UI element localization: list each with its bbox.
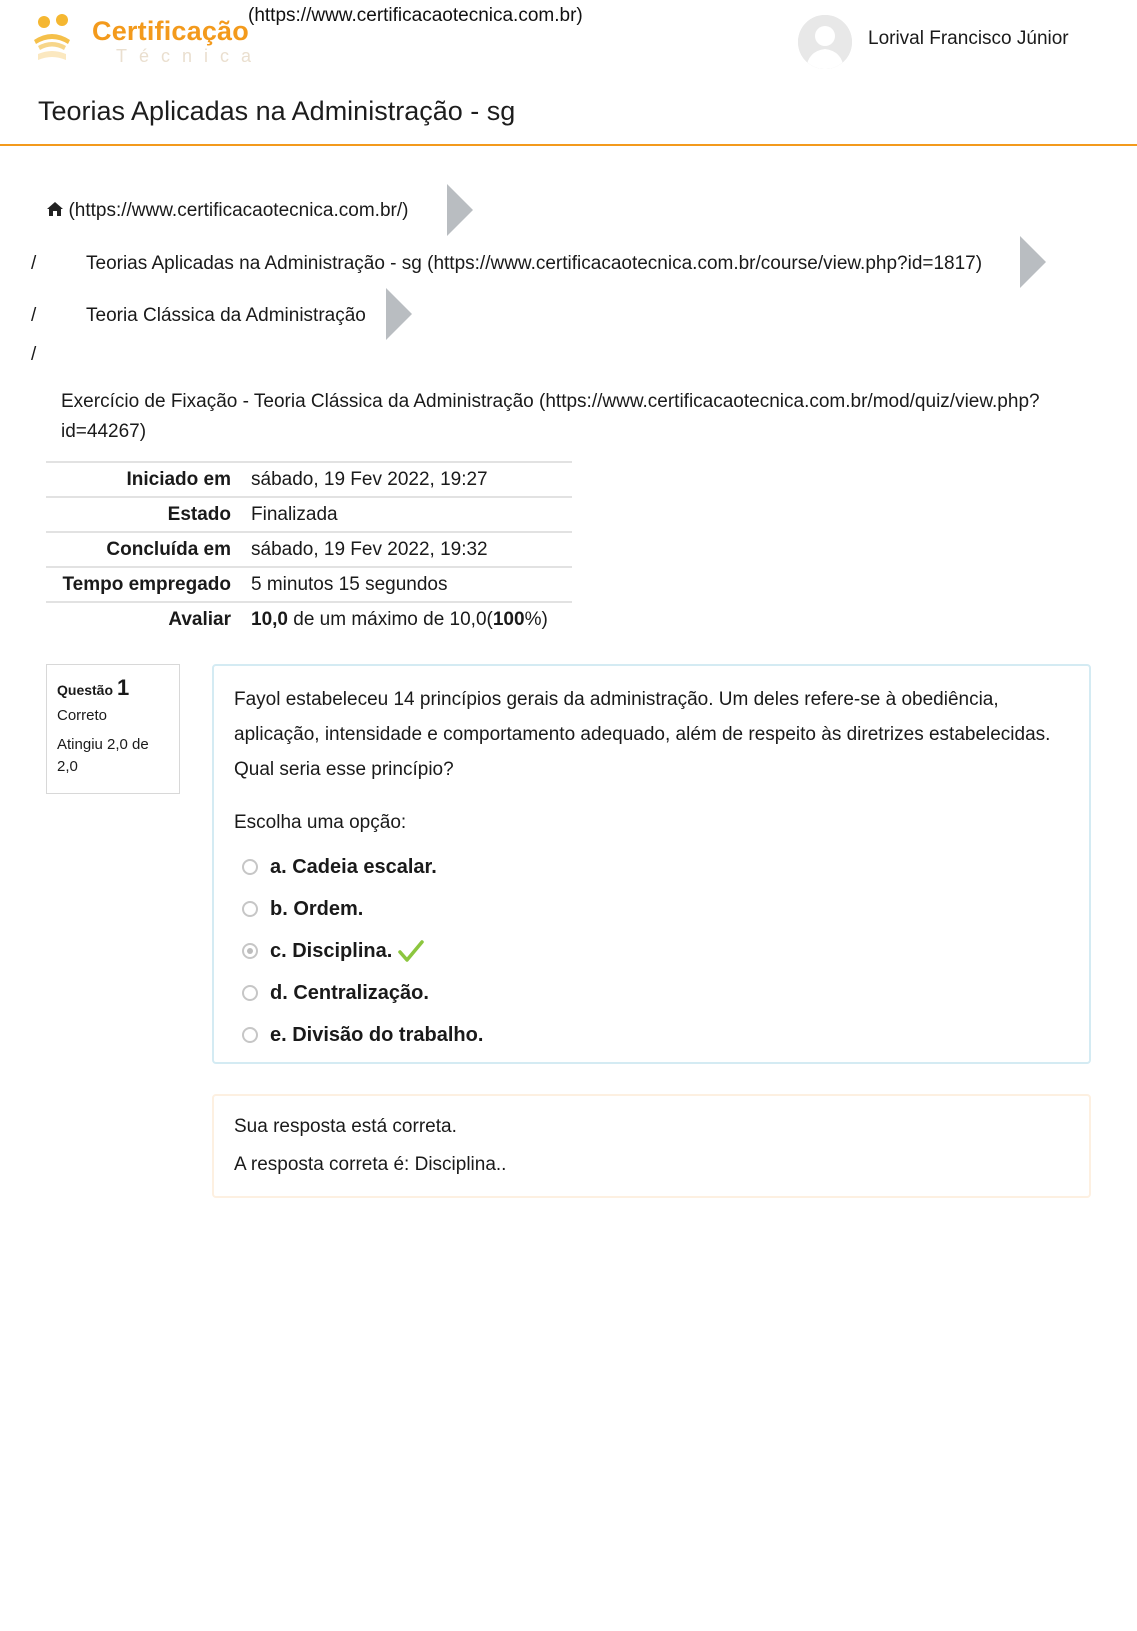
option-label: c. Disciplina.: [270, 939, 393, 962]
answer-option[interactable]: [242, 888, 483, 930]
summary-row: [46, 531, 572, 566]
option-label: a. Cadeia escalar.: [270, 855, 437, 878]
title-divider: [0, 144, 1137, 146]
summary-key: Iniciado em: [126, 468, 231, 490]
breadcrumb-section-link[interactable]: Teoria Clássica da Administração: [86, 305, 366, 326]
user-name[interactable]: Lorival Francisco Júnior: [868, 28, 1069, 49]
summary-row: [46, 461, 572, 496]
breadcrumb-home-link[interactable]: (https://www.certificacaotecnica.com.br/): [68, 200, 409, 221]
answer-option[interactable]: [242, 930, 483, 972]
radio-button[interactable]: [242, 985, 258, 1001]
checkmark-icon: [398, 939, 424, 963]
summary-row: [46, 566, 572, 601]
summary-row: [46, 496, 572, 531]
grade-max-text: de um máximo de 10,0(: [287, 608, 493, 630]
logo-subtext: Técnica: [116, 46, 264, 66]
breadcrumb-separator: /: [31, 305, 37, 326]
radio-button-selected[interactable]: [242, 943, 258, 959]
breadcrumb-exercise-link[interactable]: Exercício de Fixação - Teoria Clássica da Administração (https://www.certificacaotecnica.com.br/mod/quiz/view.php?id=44267): [61, 391, 1040, 442]
grade-value: [251, 609, 548, 631]
answer-option[interactable]: [242, 972, 483, 1014]
breadcrumb-home[interactable]: [46, 200, 408, 222]
breadcrumb-arrow-icon: [447, 184, 473, 236]
feedback-status: Sua resposta está correta.: [234, 1116, 457, 1137]
attempt-summary-table: [46, 461, 572, 636]
breadcrumb-separator: /: [31, 344, 37, 365]
logo-text: Certificação: [92, 16, 249, 46]
question-label: Questão: [57, 682, 114, 698]
option-label: b. Ordem.: [270, 897, 364, 920]
question-status: Correto: [57, 707, 108, 724]
breadcrumb-arrow-icon: [386, 288, 412, 340]
summary-key: Tempo empregado: [62, 573, 231, 595]
summary-key: Avaliar: [168, 608, 231, 630]
option-label: d. Centralização.: [270, 981, 429, 1004]
breadcrumb-arrow-icon: [1020, 236, 1046, 288]
breadcrumb-separator: /: [31, 253, 37, 274]
question-info: [46, 664, 180, 794]
radio-button[interactable]: [242, 859, 258, 875]
summary-key: Concluída em: [106, 538, 231, 560]
radio-button[interactable]: [242, 1027, 258, 1043]
grade-score: 10,0: [251, 608, 288, 630]
question-box: [212, 664, 1091, 1064]
breadcrumb-course-link[interactable]: Teorias Aplicadas na Administração - sg (https://www.certificacaotecnica.com.br/course/view.php?id=1817): [86, 253, 983, 274]
summary-row: [46, 601, 572, 636]
logo-figures-icon: [32, 10, 92, 66]
summary-value: sábado, 19 Fev 2022, 19:27: [251, 468, 488, 490]
site-url[interactable]: (https://www.certificacaotecnica.com.br): [248, 5, 583, 26]
question-number: 1: [117, 675, 130, 700]
site-logo[interactable]: [32, 10, 264, 66]
avatar[interactable]: [798, 15, 852, 69]
summary-value: sábado, 19 Fev 2022, 19:32: [251, 538, 488, 560]
question-text: Fayol estabeleceu 14 princípios gerais da administração. Um deles refere-se à obediência, aplicação, intensidade e comportamento adequado, além de respeito às diretrizes estabelecidas. Qual seria esse princípio?: [234, 689, 1051, 780]
summary-key: Estado: [167, 503, 231, 525]
feedback-correct-answer: A resposta correta é: Disciplina..: [234, 1154, 507, 1175]
option-label: e. Divisão do trabalho.: [270, 1023, 484, 1046]
answer-options: [242, 846, 483, 1056]
feedback-box: [212, 1094, 1091, 1198]
radio-button[interactable]: [242, 901, 258, 917]
summary-value: 5 minutos 15 segundos: [251, 573, 448, 595]
home-icon: [46, 201, 64, 217]
answer-option[interactable]: [242, 846, 483, 888]
question-score: Atingiu 2,0 de 2,0: [57, 736, 149, 775]
answer-option[interactable]: [242, 1014, 483, 1056]
grade-end: %): [524, 608, 548, 630]
page-title: Teorias Aplicadas na Administração - sg: [38, 96, 516, 126]
question-prompt: Escolha uma opção:: [234, 812, 407, 833]
user-avatar-icon: [798, 15, 852, 69]
grade-percent: 100: [492, 608, 525, 630]
summary-value: Finalizada: [251, 503, 338, 525]
